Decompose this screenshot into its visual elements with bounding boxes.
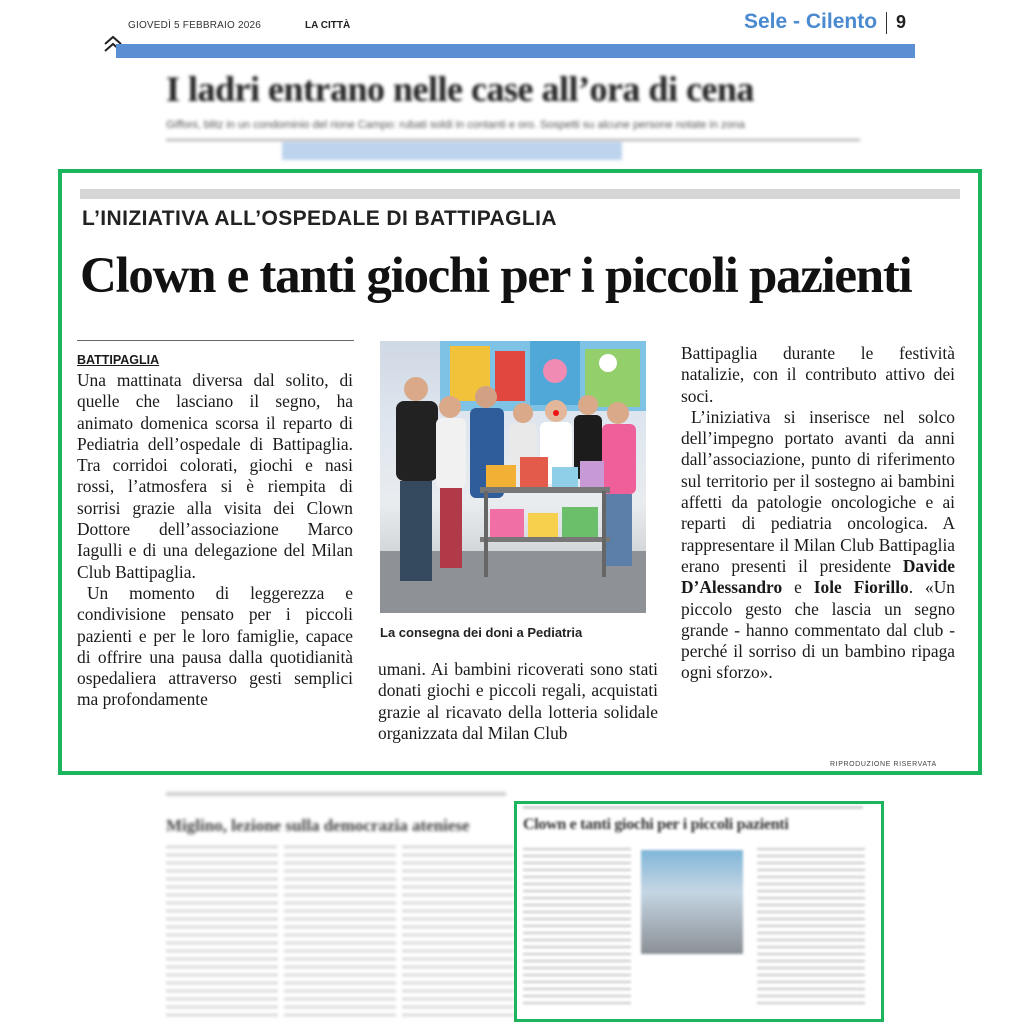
top-article bbox=[160, 64, 880, 164]
divider bbox=[886, 12, 887, 34]
article-photo[interactable] bbox=[380, 341, 646, 613]
paragraph-text: L’iniziativa si inserisce nel solco dell’impegno portato avanti da anni dall’associazione, punto di riferimento sul territorio per il sostegno ai bambini affetti da patologie oncologiche e ai reparti di pediatria oncologica. A rappresentare il Milan Club Battipaglia erano presenti il presidente bbox=[681, 406, 955, 576]
group-photo-icon bbox=[380, 341, 646, 613]
article-column-1 bbox=[77, 353, 353, 711]
article-thumbnail[interactable] bbox=[514, 801, 884, 1022]
text-column bbox=[523, 848, 631, 1008]
text-column bbox=[284, 846, 396, 1016]
article-paragraph: umani. Ai bambini ricoverati sono stati donati giochi e piccoli regali, acquistati grazie al ricavato della lotteria solidale organizzata dal Milan Club bbox=[378, 659, 658, 743]
article-column-2 bbox=[378, 659, 658, 744]
article-column-3 bbox=[681, 343, 955, 684]
person-name: Davide D’Alessandro bbox=[681, 555, 955, 598]
section-title: Sele - Cilento bbox=[744, 10, 878, 33]
divider bbox=[166, 792, 506, 796]
article-paragraph bbox=[681, 407, 955, 684]
conjunction: e bbox=[794, 577, 802, 598]
copyright-notice: RIPRODUZIONE RISERVATA bbox=[830, 761, 937, 768]
newspaper-name: LA CITTÀ bbox=[305, 20, 351, 31]
thumbnail-photo bbox=[641, 850, 743, 954]
page-header bbox=[0, 0, 1024, 62]
top-article-headline: I ladri entrano nelle case all’ora di cena bbox=[166, 69, 754, 109]
bottom-article-headline: Miglino, lezione sulla democrazia ateniese bbox=[166, 816, 470, 835]
article-dateline: BATTIPAGLIA bbox=[77, 353, 160, 367]
top-article-subheadline: Giffoni, blitz in un condominio del rione Campo: rubati soldi in contanti e oro. Sospetti su alcune persone notate in zona bbox=[166, 119, 745, 131]
divider bbox=[77, 340, 354, 341]
article-paragraph: Battipaglia durante le festività natalizie, con il contributo attivo dei soci. bbox=[681, 343, 955, 406]
quote-text: . «Un piccolo gesto che lascia un segno grande - hanno commentato dal club - perché il sorriso di un bambino ripaga ogni sforzo». bbox=[681, 577, 955, 683]
article-paragraph: Una mattinata diversa dal solito, di quelle che lasciano il segno, ha animato domenica scorsa il reparto di Pediatria dell’ospedale di Battipaglia. Tra corridoi colorati, giochi e nasi rossi, l’atmosfera si è riempita di sorrisi grazie alla visita dei Clown Dottore dell’associazione Marco Iagulli e di una delegazione del Milan Club Battipaglia. bbox=[77, 370, 353, 582]
article-paragraph: Un momento di leggerezza e condivisione pensato per i piccoli pazienti e per le loro famiglie, capace di offrire una pausa dalla quotidianità ospedaliera attraverso gesti semplici ma profondamente bbox=[77, 582, 353, 710]
text-column bbox=[757, 848, 865, 1008]
photo-caption: La consegna dei doni a Pediatria bbox=[380, 625, 583, 640]
thumbnail-headline: Clown e tanti giochi per i piccoli pazienti bbox=[523, 816, 789, 833]
highlighted-article[interactable] bbox=[58, 169, 982, 775]
article-top-rule bbox=[80, 189, 960, 199]
article-kicker: L’INIZIATIVA ALL’OSPEDALE DI BATTIPAGLIA bbox=[82, 207, 557, 230]
text-column bbox=[402, 846, 514, 1016]
page-number: 9 bbox=[896, 12, 907, 32]
divider bbox=[523, 806, 863, 809]
person-name: Iole Fiorillo bbox=[813, 577, 909, 598]
article-headline: Clown e tanti giochi per i piccoli pazienti bbox=[80, 248, 912, 304]
blurred-content bbox=[517, 804, 881, 1019]
issue-date: GIOVEDÌ 5 FEBBRAIO 2026 bbox=[128, 20, 261, 31]
image-placeholder bbox=[282, 142, 622, 160]
header-rule bbox=[116, 44, 915, 58]
divider bbox=[166, 139, 860, 141]
text-column bbox=[166, 846, 278, 1016]
